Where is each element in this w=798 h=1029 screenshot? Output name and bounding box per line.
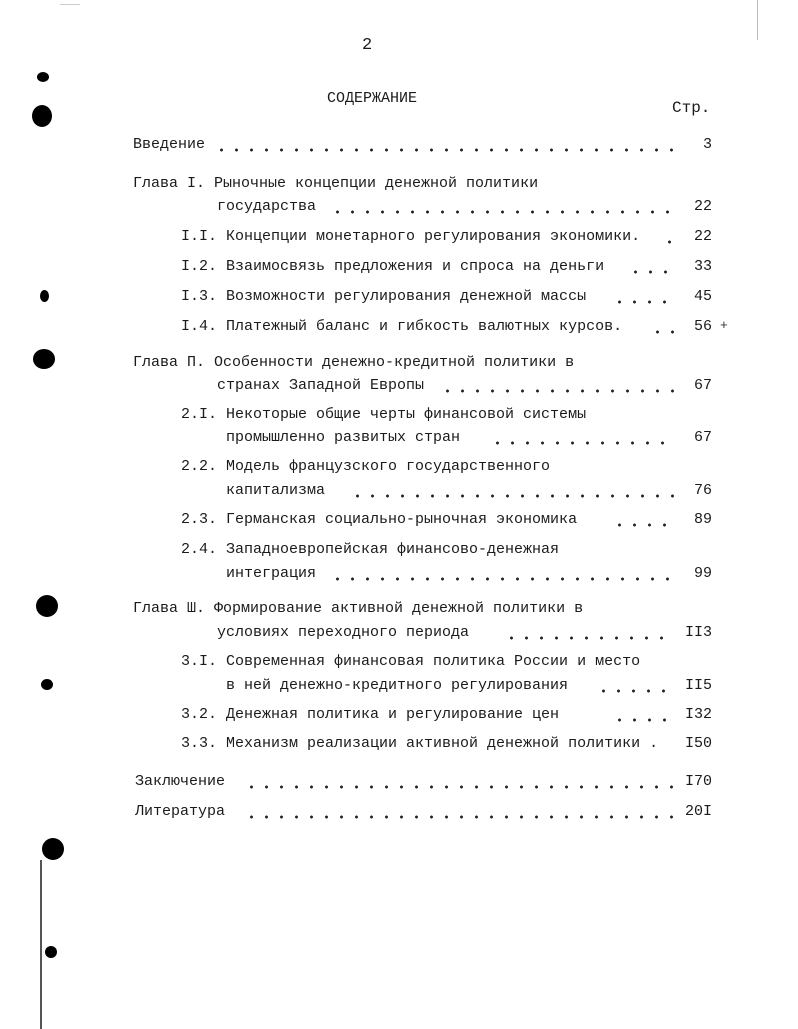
toc-leader-dots <box>504 624 674 642</box>
binding-hole <box>32 105 52 127</box>
toc-leader-dots <box>440 377 674 395</box>
toc-section-title: 3.2. Денежная политика и регулирование цен <box>181 706 560 723</box>
toc-section-title-cont: промышленно развитых стран <box>226 429 461 446</box>
toc-section-title: 2.I. Некоторые общие черты финансовой системы <box>181 406 587 423</box>
toc-entry-page: II3 <box>684 624 712 641</box>
toc-entry-page: 20I <box>684 803 712 820</box>
toc-entry-page: 89 <box>693 511 712 528</box>
toc-entry-page: 76 <box>693 482 712 499</box>
binding-hole <box>33 349 55 369</box>
toc-section-title-cont: интеграция <box>226 565 317 582</box>
toc-leader-dots <box>330 198 674 216</box>
toc-entry-page: 67 <box>693 429 712 446</box>
scan-edge-right <box>757 0 758 40</box>
toc-section-title: I.3. Возможности регулирования денежной массы <box>181 288 587 305</box>
handwritten-mark: + <box>720 318 728 333</box>
toc-entry-title: Введение <box>133 136 206 153</box>
toc-section-title: 2.4. Западноевропейская финансово-денежная <box>181 541 560 558</box>
toc-entry-page: 99 <box>693 565 712 582</box>
toc-leader-dots <box>244 773 674 791</box>
toc-chapter-title: Глава Ш. Формирование активной денежной политики в <box>133 600 584 617</box>
toc-entry-title: Заключение <box>135 773 226 790</box>
toc-section-title-cont: в ней денежно-кредитного регулирования <box>226 677 569 694</box>
toc-entry-page: I70 <box>684 773 712 790</box>
toc-leader-dots <box>214 136 674 154</box>
toc-section-title: I.I. Концепции монетарного регулирования экономики. <box>181 228 641 245</box>
toc-section-title: 2.2. Модель французского государственного <box>181 458 551 475</box>
toc-entry-page: I32 <box>684 706 712 723</box>
page-column-label: Стр. <box>672 99 711 117</box>
toc-leader-dots <box>490 429 674 447</box>
binding-hole <box>40 290 49 302</box>
binding-hole <box>41 679 53 690</box>
toc-entry-page: II5 <box>684 677 712 694</box>
toc-chapter-title-cont: государства <box>217 198 317 215</box>
toc-entry-page: 33 <box>693 258 712 275</box>
scan-edge-top <box>60 4 80 5</box>
page-number: 2 <box>362 36 373 55</box>
toc-chapter-title: Глава П. Особенности денежно-кредитной политики в <box>133 354 575 371</box>
toc-section-title: 3.3. Механизм реализации активной денежной политики . <box>181 735 659 752</box>
toc-section-title: I.4. Платежный баланс и гибкость валютных курсов. <box>181 318 623 335</box>
toc-entry-page: 56 <box>693 318 712 335</box>
page-title: СОДЕРЖАНИЕ <box>327 90 418 107</box>
scan-edge-left <box>40 860 42 1029</box>
binding-hole <box>42 838 64 860</box>
toc-chapter-title-cont: условиях переходного периода <box>217 624 470 641</box>
toc-section-title: 2.3. Германская социально-рыночная экономика <box>181 511 578 528</box>
toc-entry-page: 3 <box>702 136 712 153</box>
toc-chapter-title-cont: странах Западной Европы <box>217 377 425 394</box>
toc-chapter-title: Глава I. Рыночные концепции денежной политики <box>133 175 539 192</box>
toc-section-title-cont: капитализма <box>226 482 326 499</box>
toc-entry-page: 22 <box>693 228 712 245</box>
toc-leader-dots <box>244 803 674 821</box>
toc-entry-title: Литература <box>135 803 226 820</box>
toc-entry-page: 67 <box>693 377 712 394</box>
toc-section-title: 3.I. Современная финансовая политика России и место <box>181 653 641 670</box>
binding-hole <box>36 595 58 617</box>
toc-section-title: I.2. Взаимосвязь предложения и спроса на деньги <box>181 258 605 275</box>
toc-entry-page: 22 <box>693 198 712 215</box>
toc-leader-dots <box>350 482 674 500</box>
toc-leader-dots <box>330 565 674 583</box>
toc-entry-page: I50 <box>684 735 712 752</box>
binding-hole <box>37 72 49 82</box>
toc-entry-page: 45 <box>693 288 712 305</box>
binding-hole <box>45 946 57 958</box>
